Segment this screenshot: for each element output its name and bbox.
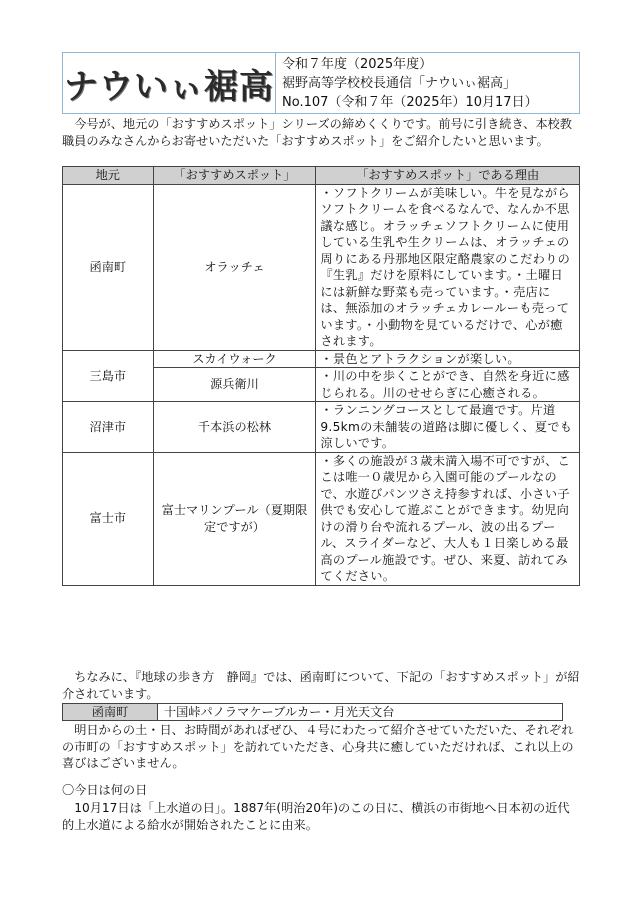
table-row <box>63 350 580 368</box>
city-cell: 富士市 <box>63 452 154 585</box>
header-city: 地元 <box>63 167 154 185</box>
spot-cell: オラッチェ <box>153 184 316 350</box>
reason-cell: ・川の中を歩くことができ、自然を身近に感じられる。川のせせらぎに心癒される。 <box>316 368 580 402</box>
guidebook-spots-cell: 十国峠パノラマケーブルカー・月光天文台 <box>158 704 563 721</box>
spots-table <box>62 166 580 586</box>
spot-cell: スカイウォーク <box>153 350 316 368</box>
newsletter-logo: ナウいぃ裾高 <box>64 66 274 107</box>
guidebook-town-cell: 函南町 <box>63 704 158 721</box>
spot-cell: 富士マリンプール（夏期限定ですが） <box>153 452 316 585</box>
reason-cell: ・ランニングコースとして最適です。片道9.5kmの未舗装の道路は脚に優しく、夏でも涼しいです。 <box>316 402 580 453</box>
today-text: 10月17日は「上水道の日」。1887年(明治20年)のこの日に、横浜の市街地へ日本初の近代的上水道による給水が開始されたことに由来。 <box>62 801 570 832</box>
table-row <box>63 184 580 350</box>
closing-paragraph: 明日からの土・日、お時間があればぜひ、４号にわたって紹介させていただいた、それぞれの市町の「おすすめスポット」を訪れていただき、心身共に癒していただければ、これ以上の喜びはございません。 <box>62 723 574 770</box>
reason-cell: ・多くの施設が３歳未満入場不可ですが、ここは唯一０歳児から入園可能のプールなので、水遊びパンツさえ持参すれば、小さい子供でも安心して遊ぶことができます。幼児向けの滑り台や流れるプール、波の出るプール、スライダーなど、大人も１日楽しめる最高のプール施設です。ぜひ、来夏、訪れてみてください。 <box>316 452 580 585</box>
table-row <box>63 402 580 453</box>
table-row <box>63 704 563 721</box>
logo-box <box>63 53 276 113</box>
header-line-issue: No.107（令和７年（2025年）10月17日） <box>282 95 538 110</box>
header-spot: 「おすすめスポット」 <box>153 167 316 185</box>
table-row <box>63 452 580 585</box>
newsletter-header <box>62 52 580 114</box>
header-line-title: 裾野高等学校校長通信「ナウいぃ裾高」 <box>282 76 517 91</box>
header-line-fiscal-year: 令和７年度（2025年度） <box>282 57 433 72</box>
city-cell: 沼津市 <box>63 402 154 453</box>
today-heading: 〇今日は何の日 <box>62 783 148 797</box>
note-paragraph: ちなみに、『地球の歩き方 静岡』では、函南町について、下記の「おすすめスポット」が紹介されています。 <box>62 670 580 701</box>
spot-cell: 源兵衛川 <box>153 368 316 402</box>
city-cell: 三島市 <box>63 350 154 402</box>
city-cell: 函南町 <box>63 184 154 350</box>
reason-cell: ・ソフトクリームが美味しい。牛を見ながらソフトクリームを食べるなんで、なんか不思議な感じ。オラッチェソフトクリームに使用している生乳や生クリームは、オラッチェの周りにある丹那地区限定酪農家のこだわりの『生乳』だけを原料にしています。・土曜日には新鮮な野菜も売っています。・売店には、無添加のオラッチェカレールーも売っています。・小動物を見ているだけで、心が癒されます。 <box>316 184 580 350</box>
header-info <box>276 53 538 113</box>
table-header-row <box>63 167 580 185</box>
spot-cell: 千本浜の松林 <box>153 402 316 453</box>
header-reason: 「おすすめスポット」である理由 <box>316 167 580 185</box>
intro-paragraph: 今号が、地元の「おすすめスポット」シリーズの締めくくりです。前号に引き続き、本校教職員のみなさんからお寄せいただいた「おすすめスポット」をご紹介したいと思います。 <box>62 117 572 148</box>
reason-cell: ・景色とアトラクションが楽しい。 <box>316 350 580 368</box>
guidebook-table <box>62 703 563 721</box>
